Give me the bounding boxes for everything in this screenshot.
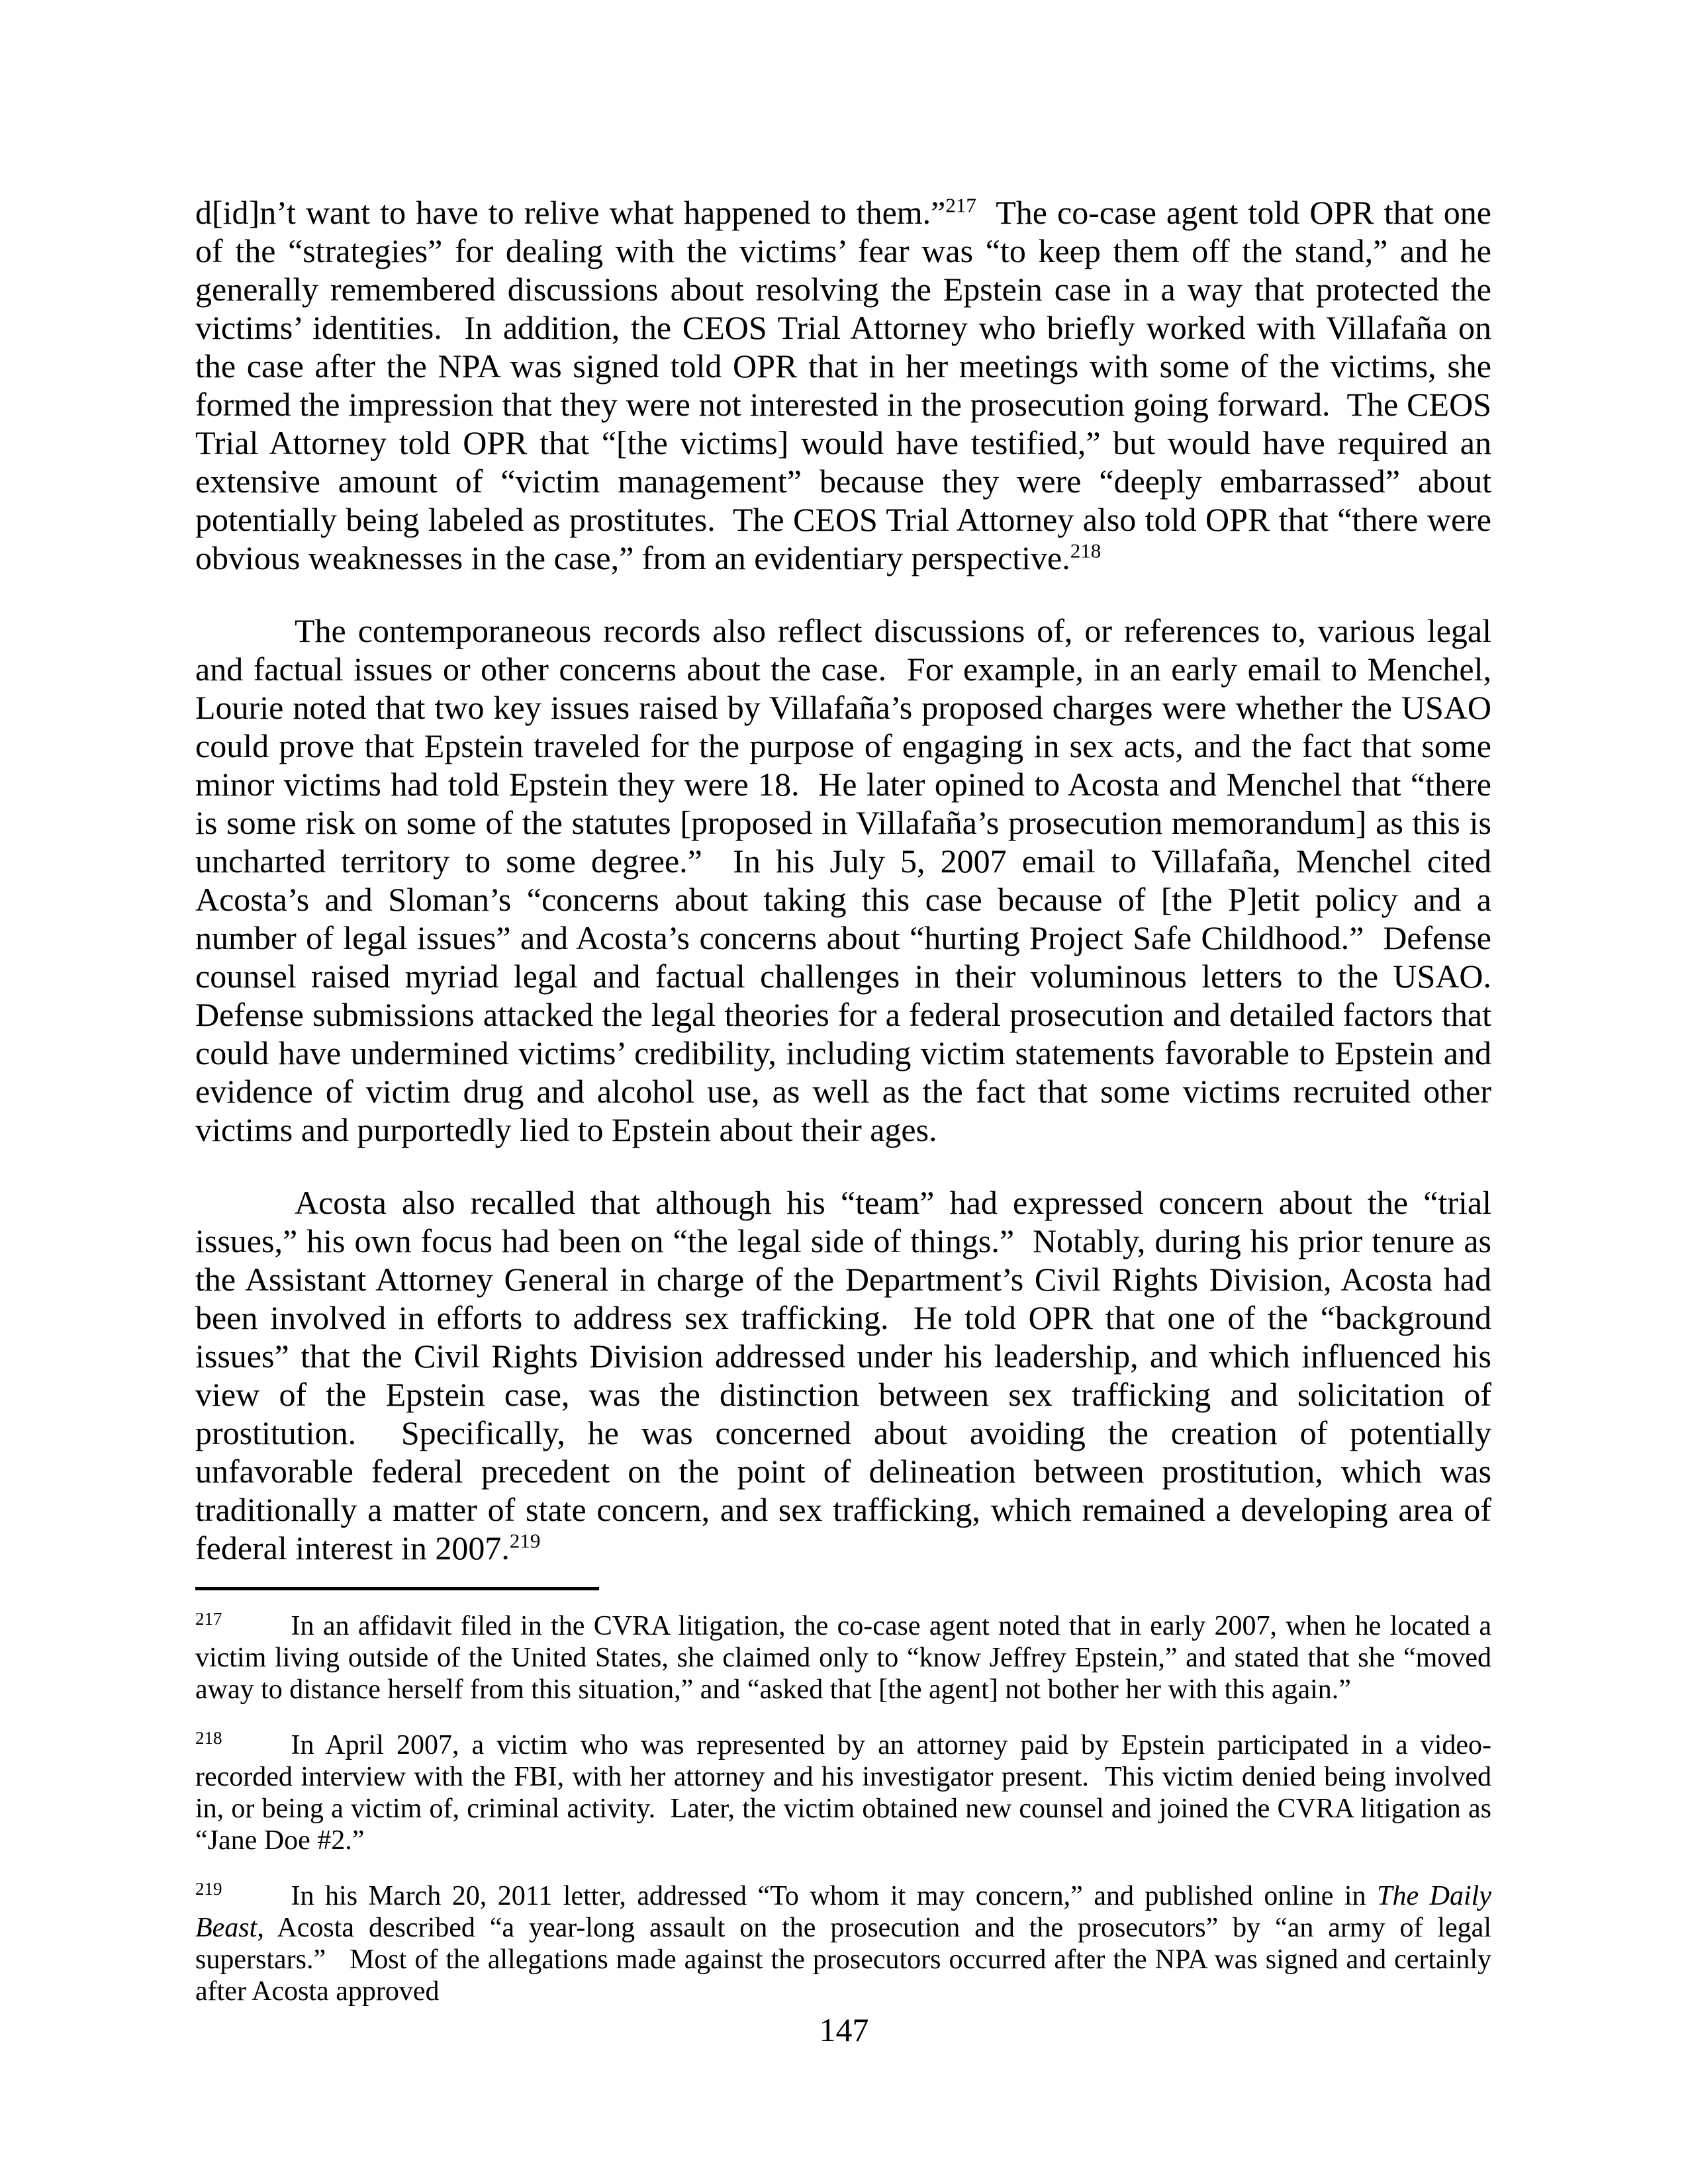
footnote-218-number: 218 <box>195 1728 222 1748</box>
footnote-218 <box>195 1728 1499 1856</box>
footnote-ref-217: 217 <box>945 193 976 217</box>
body-text <box>195 193 1508 2007</box>
footnote-ref-218: 218 <box>1070 539 1102 563</box>
footnote-ref-219: 219 <box>509 1529 541 1553</box>
footnote-219-publication-title: The Daily Beast <box>195 1881 1499 1943</box>
footnote-219-number: 219 <box>195 1879 222 1899</box>
footnote-218-text: In April 2007, a victim who was represented by an attorney paid by Epstein participated in a video-recorded interview with the FBI, with her attorney and his investigator present. This victim denied being involved in, or being a victim of, criminal activity. Later, the victim obtained new counsel and joined the CVRA litigation as “Jane Doe #2.” <box>195 1730 1499 1856</box>
footnote-separator <box>195 1587 599 1590</box>
paragraph-1-text-b: The co-case agent told OPR that one of the “strategies” for dealing with the victims’ fear was “to keep them off the stand,” and he generally remembered discussions about resolving the Epstein case in a way that protected the victims’ identities. In addition, the CEOS Trial Attorney who briefly worked with Villafaña on the case after the NPA was signed told OPR that in her meetings with some of the victims, she formed the impression that they were not interested in the prosecution going forward. The CEOS Trial Attorney told OPR that “[the victims] would have testified,” but would have required an extensive amount of “victim management” because they were “deeply embarrassed” about potentially being labeled as prostitutes. The CEOS Trial Attorney also told OPR that “there were obvious weaknesses in the case,” from an evidentiary perspective. <box>195 194 1500 576</box>
footnote-219-text-a: In his March 20, 2011 letter, addressed “To whom it may concern,” and published online in <box>291 1881 1378 1911</box>
paragraph-3 <box>195 1183 1500 1567</box>
page-number: 147 <box>819 2011 869 2048</box>
paragraph-2-text: The contemporaneous records also reflect discussions of, or references to, various legal and factual issues or other concerns about the case. For example, in an early email to Menchel, Lourie noted that two key issues raised by Villafaña’s proposed charges were whether the USAO could prove that Epstein traveled for the purpose of engaging in sex acts, and the fact that some minor victims had told Epstein they were 18. He later opined to Acosta and Menchel that “there is some risk on some of the statutes [proposed in Villafaña’s prosecution memorandum] as this is uncharted territory to some degree.” In his July 5, 2007 email to Villafaña, Menchel cited Acosta’s and Sloman’s “concerns about taking this case because of [the P]etit policy and a number of legal issues” and Acosta’s concerns about “hurting Project Safe Childhood.” Defense counsel raised myriad legal and factual challenges in their voluminous letters to the USAO. Defense submissions attacked the legal theories for a federal prosecution and detailed factors that could have undermined victims’ credibility, including victim statements favorable to Epstein and evidence of victim drug and alcohol use, as well as the fact that some victims recruited other victims and purportedly lied to Epstein about their ages. <box>195 612 1508 1148</box>
paragraph-1-text-a: d[id]n’t want to have to relive what happened to them.” <box>195 194 946 231</box>
paragraph-3-text: Acosta also recalled that although his “team” had expressed concern about the “trial issues,” his own focus had been on “the legal side of things.” Notably, during his prior tenure as the Assistant Attorney General in charge of the Department’s Civil Rights Division, Acosta had been involved in efforts to address sex trafficking. He told OPR that one of the “background issues” that the Civil Rights Division addressed under his leadership, and which influenced his view of the Epstein case, was the distinction between sex trafficking and solicitation of prostitution. Specifically, he was concerned about avoiding the creation of potentially unfavorable federal precedent on the point of delineation between prostitution, which was traditionally a matter of state concern, and sex trafficking, which remained a developing area of federal interest in 2007. <box>195 1184 1500 1567</box>
footnotes-section <box>195 1587 1499 2007</box>
footnote-219 <box>195 1879 1499 2007</box>
paragraph-1 <box>195 193 1500 577</box>
footnote-217-text: In an affidavit filed in the CVRA litigation, the co-case agent noted that in early 2007, when he located a victim living outside of the United States, she claimed only to “know Jeffrey Epstein,” and stated that she “moved away to distance herself from this situation,” and “asked that [the agent] not bother her with this again.” <box>195 1611 1499 1705</box>
footnote-217-number: 217 <box>195 1609 222 1629</box>
paragraph-2 <box>195 612 1508 1149</box>
footnote-219-text-b: , Acosta described “a year-long assault on the prosecution and the prosecutors” by “an army of legal superstars.” Most of the allegations made against the prosecutors occurred after the NPA was signed and certainly after Acosta approved <box>195 1913 1499 2007</box>
footnote-219-text <box>195 1881 1499 2007</box>
footnote-217 <box>195 1609 1499 1706</box>
